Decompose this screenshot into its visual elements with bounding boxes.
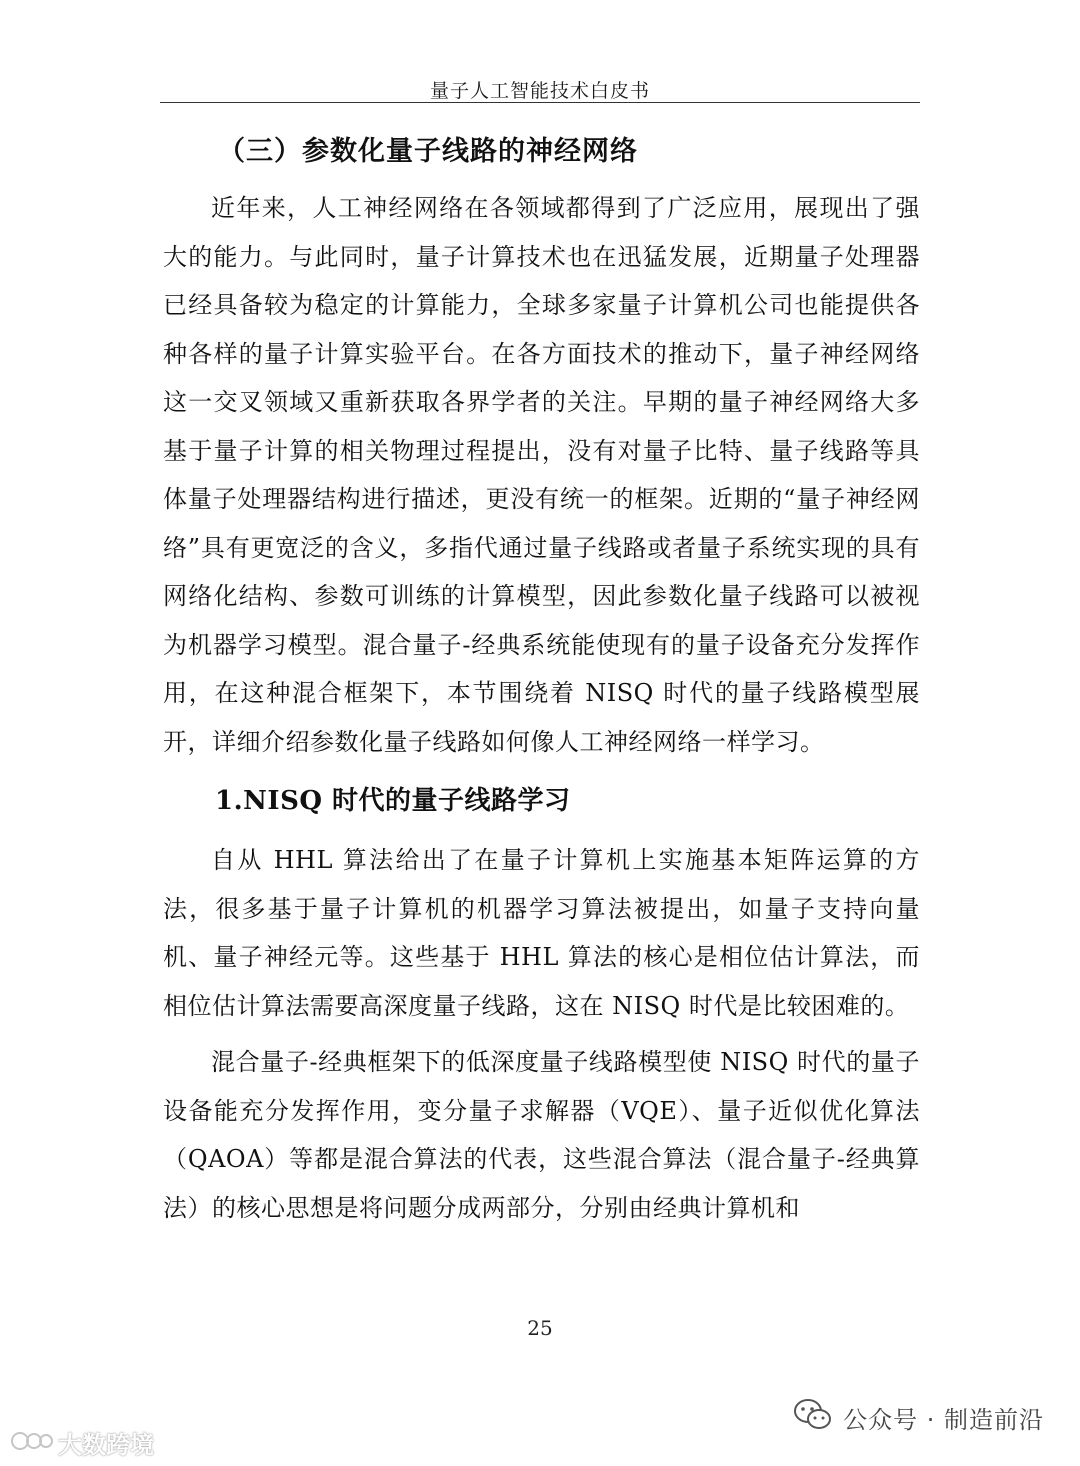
- section-heading: （三）参数化量子线路的神经网络: [218, 136, 638, 167]
- wechat-icon: [793, 1398, 833, 1436]
- subsection-heading: 1.NISQ 时代的量子线路学习: [215, 786, 571, 816]
- watermark-right: [793, 1398, 1044, 1436]
- subsection-paragraph-1: 自从 HHL 算法给出了在量子计算机上实施基本矩阵运算的方法，很多基于量子计算机的机器学习算法被提出，如量子支持向量机、量子神经元等。这些基于 HHL 算法的核心是相位估计算法，而相位估计算法需要高深度量子线路，这在 NISQ 时代是比较困难的。: [163, 846, 920, 1020]
- subsection-paragraph-2: 混合量子-经典框架下的低深度量子线路模型使 NISQ 时代的量子设备能充分发挥作用，变分量子求解器（VQE）、量子近似优化算法（QAOA）等都是混合算法的代表，这些混合算法（混合量子-经典算法）的核心思想是将问题分成两部分，分别由经典计算机和: [163, 1048, 920, 1222]
- section-paragraph: 近年来，人工神经网络在各领域都得到了广泛应用，展现出了强大的能力。与此同时，量子计算技术也在迅猛发展，近期量子处理器已经具备较为稳定的计算能力，全球多家量子计算机公司也能提供各种各样的量子计算实验平台。在各方面技术的推动下，量子神经网络这一交叉领域又重新获取各界学者的关注。早期的量子神经网络大多基于量子计算的相关物理过程提出，没有对量子比特、量子线路等具体量子处理器结构进行描述，更没有统一的框架。近期的“量子神经网络”具有更宽泛的含义，多指代通过量子线路或者量子系统实现的具有网络化结构、参数可训练的计算模型，因此参数化量子线路可以被视为机器学习模型。混合量子-经典系统能使现有的量子设备充分发挥作用，在这种混合框架下，本节围绕着 NISQ 时代的量子线路模型展开，详细介绍参数化量子线路如何像人工神经网络一样学习。: [163, 194, 920, 756]
- watermark-left-text: 大数跨境: [58, 1431, 154, 1459]
- page-body: [163, 120, 920, 1232]
- header-divider: [160, 102, 920, 103]
- running-header-title: 量子人工智能技术白皮书: [429, 80, 650, 102]
- bigdata-logo-icon: [10, 1427, 54, 1459]
- watermark-right-text: 公众号 · 制造前沿: [843, 1405, 1044, 1434]
- watermark-left: [10, 1425, 154, 1460]
- page-number: 25: [527, 1316, 553, 1340]
